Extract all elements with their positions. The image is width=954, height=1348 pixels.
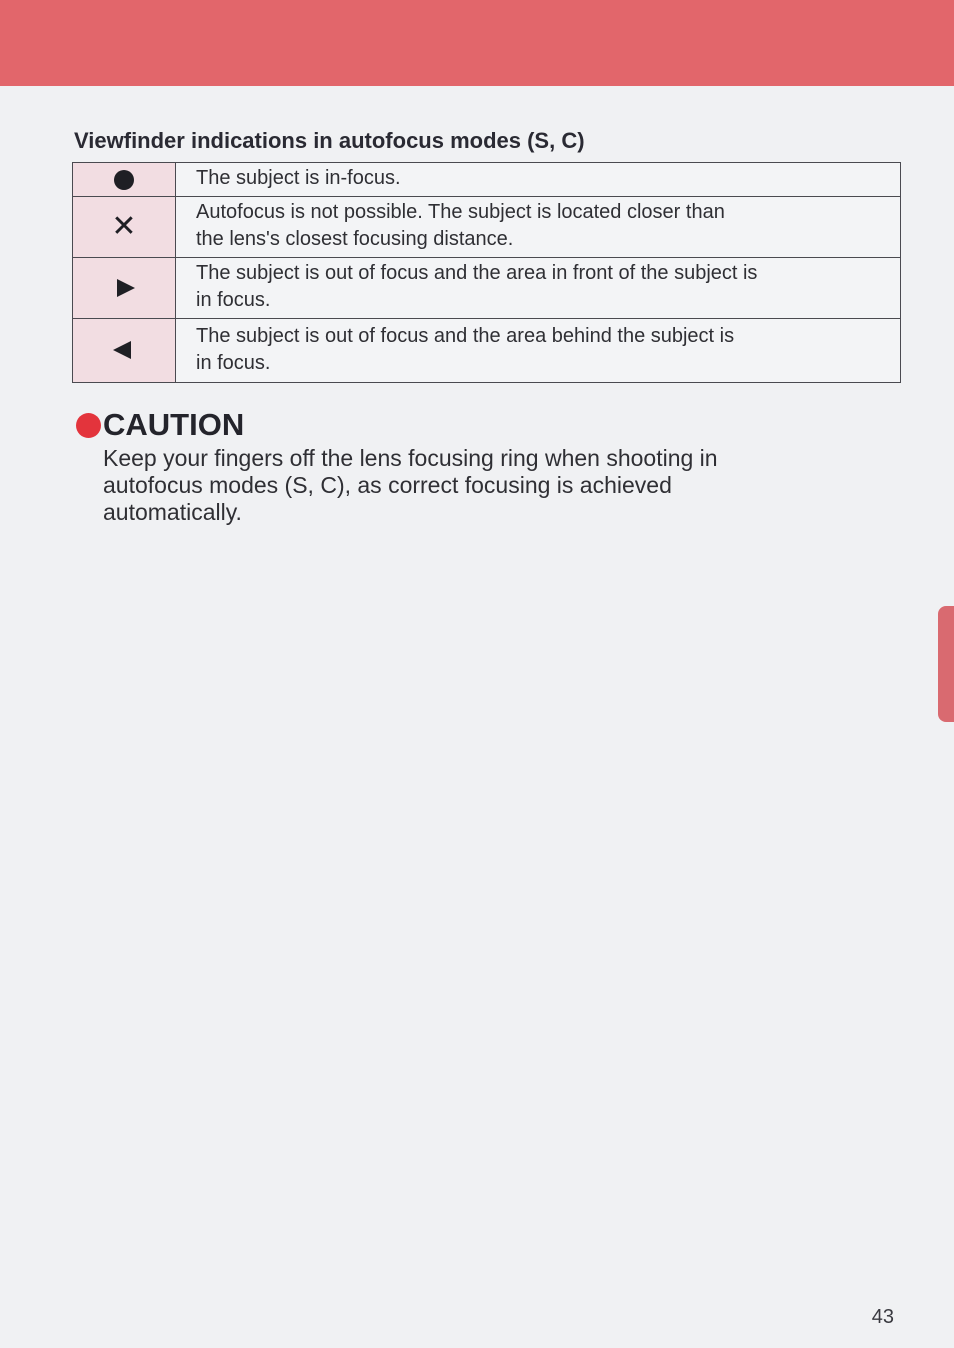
description-line: The subject is out of focus and the area behind the subject is [196, 324, 735, 347]
triangle-right-icon [117, 279, 135, 297]
filled-circle-icon [114, 170, 134, 190]
symbol-cell [73, 258, 176, 319]
table-row [73, 197, 901, 258]
description-cell [176, 163, 901, 197]
symbol-cell [73, 163, 176, 197]
symbol-cell [73, 319, 176, 383]
section-side-tab [938, 606, 954, 722]
viewfinder-indications-table [72, 162, 901, 383]
table-row [73, 163, 901, 197]
description-cell [176, 258, 901, 319]
red-bullet-icon [76, 413, 101, 438]
table-row [73, 258, 901, 319]
caution-heading [76, 405, 856, 445]
section-heading: Viewfinder indications in autofocus modes (S, C) [74, 128, 585, 153]
description-line: the lens's closest focusing distance. [196, 228, 514, 250]
header-banner [0, 0, 954, 86]
description-line: in focus. [196, 351, 271, 374]
caution-block [76, 405, 856, 526]
caution-line: automatically. [103, 499, 242, 525]
description-line: The subject is in-focus. [196, 167, 401, 189]
triangle-left-icon [113, 341, 131, 359]
caution-title: CAUTION [103, 407, 245, 442]
description-line: The subject is out of focus and the area in front of the subject is [196, 262, 758, 284]
caution-line: autofocus modes (S, C), as correct focusing is achieved [103, 472, 672, 498]
cross-icon: ✕ [111, 209, 137, 244]
description-line: in focus. [196, 289, 271, 311]
description-line: Autofocus is not possible. The subject is located closer than [196, 201, 725, 223]
description-cell [176, 319, 901, 383]
page-number: 43 [871, 1306, 894, 1328]
symbol-cell [73, 197, 176, 258]
table-row [73, 319, 901, 383]
description-cell [176, 197, 901, 258]
caution-line: Keep your fingers off the lens focusing ring when shooting in [103, 445, 718, 471]
caution-text [103, 445, 856, 526]
